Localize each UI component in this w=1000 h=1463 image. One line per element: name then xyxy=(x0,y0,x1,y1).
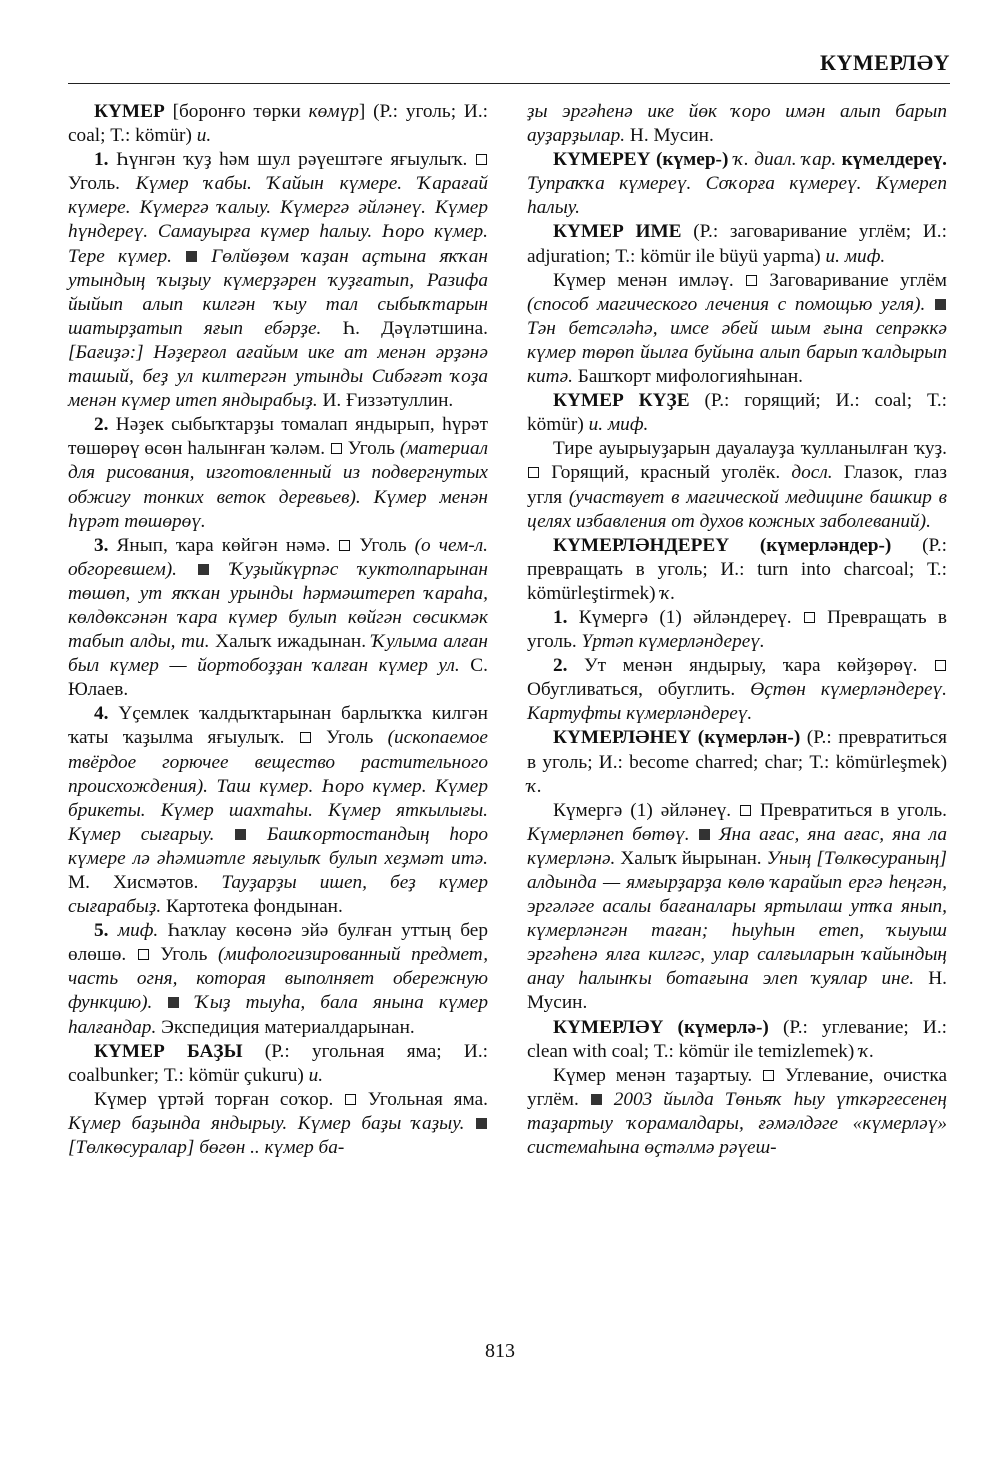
citation-source: Башҡорт мифологияһынан. xyxy=(572,366,803,388)
citation: [Төлкөсуралар] бөгөн .. күмер ба- xyxy=(68,1137,345,1159)
running-head: КҮМЕРЛӘҮ xyxy=(820,50,950,75)
examples: Күмерләнеп бөтөү. xyxy=(527,823,690,845)
entry-kumerlau xyxy=(527,1016,947,1064)
sense-number: 2. xyxy=(94,414,109,436)
citation-marker-icon xyxy=(198,564,209,575)
examples: Тупраҡҡа күмереү. Соҡорға күмереү. Күмереп һалыу. xyxy=(527,173,947,219)
gloss: (о чем-л. обгоревшем). xyxy=(68,534,488,580)
stem: (күмерләндер-) xyxy=(729,534,892,556)
labels: ҡ. диал. ҡар. xyxy=(733,149,837,171)
gloss: (участвует в магической медицине башкир в целях избавления от духов кожных заболеваний). xyxy=(527,486,948,532)
etymon: көмүр xyxy=(308,101,359,122)
definition: Күмер менән имләү. xyxy=(553,269,734,291)
citation-marker-icon xyxy=(591,1094,602,1105)
left-column xyxy=(68,100,488,1160)
sense-number: 2. xyxy=(553,655,568,677)
definition: Нәҙек сыбыҡтарҙы томалап яндырып, һүрәт төшөрөү өсөн һалынған ҡәләм. xyxy=(68,414,488,460)
equivalent-marker-icon xyxy=(331,443,342,454)
examples: Өҫтөн күмерләндереү. Картуфты күмерләндереү. xyxy=(527,679,947,725)
citation-source: Экспедиция материалдарынан. xyxy=(156,1016,415,1038)
russian-equivalent: Уголь xyxy=(311,727,388,749)
entry-kumer-bazy xyxy=(68,1040,488,1088)
definition: Күмер менән таҙартыу. xyxy=(553,1064,753,1086)
pos-label: ҡ. xyxy=(859,1040,875,1062)
citation-marker-icon xyxy=(235,829,246,840)
citation: Гөлйөҙөм ҡаҙан аҫтына яҡҡан утындың ҡыҙыу күмерҙәрен ҡуҙғатып, Разифа йыйып алып килгән ҡыу тал сыбыҡтарын шатырҙатып яғып ебәрҙе. xyxy=(68,245,488,339)
definition: Күмергә (1) әйләнеү. xyxy=(553,799,732,821)
sense-5 xyxy=(68,919,488,1039)
headword: КҮМЕРЕҮ xyxy=(553,149,651,171)
translations: (Р.: заговаривание углём; И.: adjuration; Т.: kömür ile büyü yapma) xyxy=(527,221,947,267)
literal-equivalent: Глазок, глаз угля xyxy=(527,462,948,508)
examples: Күмер баҙында яндырыу. Күмер баҙы ҡаҙыу. xyxy=(68,1112,465,1134)
citation-source: Н. Мусин. xyxy=(625,125,714,147)
translations: (Р.: угольная яма; И.: coalbunker; Т.: kömür çukuru) xyxy=(68,1040,489,1086)
citation-marker-icon xyxy=(168,997,179,1008)
equivalent-marker-icon xyxy=(300,732,311,743)
entry-kumer-ime xyxy=(527,220,947,268)
russian-equivalent: Уголь xyxy=(342,438,400,460)
citation-source: Н. Мусин. xyxy=(527,968,947,1014)
citation: Башҡортостандың һоро күмере лә әһәмиәтле яғыулыҡ булып хеҙмәт итә. xyxy=(68,823,488,869)
sense-4 xyxy=(68,702,488,919)
citation-marker-icon xyxy=(476,1118,487,1129)
russian-equivalent: Превращать в уголь. xyxy=(527,606,948,653)
russian-equivalent: Обугливаться, обуглить. xyxy=(527,679,736,701)
translations: (Р.: превратиться в уголь; И.: become charred; char; Т.: kömürleşmek) xyxy=(527,727,947,773)
pos-label: и. xyxy=(308,1064,324,1086)
sense-2 xyxy=(527,654,947,726)
citation: ҙы эргәһенә ике йөк ҡоро имән алып барып ауҙарҙылар. xyxy=(527,101,947,147)
sense-number: 5. xyxy=(94,920,109,942)
citation-source: С. Юлаев. xyxy=(68,655,488,701)
definition: Тире ауырыуҙарын дауалауҙа ҡулланылған ҡуҙ. xyxy=(553,438,947,460)
sense-1 xyxy=(527,606,947,654)
sense-number: 4. xyxy=(94,703,109,725)
sense-1 xyxy=(68,148,488,413)
definition: Янып, ҡара көйгән нәмә. xyxy=(108,534,331,556)
sense-3 xyxy=(68,534,488,703)
gloss: (ископаемое твёрдое горючее вещество растительного происхождения). xyxy=(68,727,488,797)
etymology: [боронғо төрки xyxy=(164,101,309,122)
entry-kumer-kuze xyxy=(527,389,947,437)
sense-2 xyxy=(68,413,488,533)
equivalent-marker-icon xyxy=(345,1094,356,1105)
definition: Күмергә (1) әйләндереү. xyxy=(567,606,792,628)
citation-source: Халыҡ ижадынан. xyxy=(209,631,372,653)
citation-source: Һ. Дәүләтшина. xyxy=(321,317,488,339)
stem: (күмерлән-) xyxy=(691,727,801,749)
definition: Ут менән яндырыу, ҡара көйҙөрөү. xyxy=(567,655,918,677)
pos-label: ҡ. xyxy=(660,582,676,604)
headword: КҮМЕРЛӘНДЕРЕҮ xyxy=(553,534,730,556)
stem: (күмер-) xyxy=(650,149,734,171)
examples: Күмер ҡабы. Ҡайын күмере. Ҡарағай күмере. Күмергә ҡалыу. Күмергә әйләнеү. Күмер һүндереү. Самауырға күмер һалыу. Һоро күмер. Тере күмер. xyxy=(68,173,488,267)
examples: Үртәп күмерләндереү. xyxy=(581,631,765,653)
gloss: (материал для рисования, изготовленный из подвергнутых обжигу тонких веток деревьев). xyxy=(68,438,488,508)
citation: Яна ағас, яна ағас, яна ла күмерләнә. xyxy=(527,823,947,869)
citation-marker-icon xyxy=(935,299,946,310)
citation: 2003 йылда Төньяҡ һыу үткәргесенең таҙартыу ҡорамалдары, ғәмәлдәге «күмерләү» системаһына өҫтәлмә рәүеш- xyxy=(527,1088,947,1159)
russian-equivalent: Заговаривание углём xyxy=(758,269,947,291)
headword: КҮМЕР КҮҘЕ xyxy=(553,390,690,412)
equivalent-marker-icon xyxy=(746,275,757,286)
gloss: (мифологизированный предмет, часть огня, которая выполняет обережную функцию). xyxy=(68,944,489,1014)
citation-source: Халыҡ йырынан. xyxy=(615,847,767,869)
translations: (Р.: превращать в уголь; И.: turn into charcoal; Т.: kömürleştirmek) xyxy=(527,534,947,604)
cross-reference: күмелдереү. xyxy=(836,149,947,171)
equivalent-marker-icon xyxy=(476,154,487,165)
russian-equivalent: Уголь xyxy=(149,944,218,966)
sense-kumerlau xyxy=(527,1064,947,1160)
pos-label: и. xyxy=(196,125,212,147)
sense-number: 1. xyxy=(553,606,568,628)
citation-marker-icon xyxy=(699,829,710,840)
citation-source: М. Хисмәтов. xyxy=(68,872,222,893)
russian-equivalent: Горящий, красный уголёк. xyxy=(540,462,792,484)
entry-kumerlandereu xyxy=(527,534,947,606)
sense-number: 3. xyxy=(94,534,109,556)
definition: Үҫемлек ҡалдыҡтарынан барлыҡҡа килгән ҡаты ҡаҙылма яғыулыҡ. xyxy=(68,703,488,749)
entry-kumer xyxy=(68,100,488,148)
pos-label: и. миф. xyxy=(825,245,886,267)
citation: Тән бетсәләһә, имсе әбей шым ғына сепрәккә күмер төрөп йылға буйына алып барып ҡалдырып китә. xyxy=(527,317,947,388)
equivalent-marker-icon xyxy=(740,805,751,816)
right-column xyxy=(527,100,947,1160)
russian-equivalent: Угольная яма. xyxy=(357,1088,488,1110)
sense-kumerlaneu xyxy=(527,799,947,1016)
translations: ] (Р.: уголь; И.: coal; Т.: kömür) xyxy=(68,101,488,147)
entry-kumereu xyxy=(527,148,947,220)
examples: Таш күмер. Һоро күмер. Күмер брикеты. Күмер шахтаһы. Күмер яткылығы. Күмер сығарыу. xyxy=(68,775,488,845)
headword: КҮМЕР БАҘЫ xyxy=(94,1040,243,1062)
translations: (Р.: углевание; И.: clean with coal; Т.: kömür ile temizlemek) xyxy=(527,1016,947,1062)
sense-kumer-kuze xyxy=(527,437,947,533)
examples: Күмер менән һүрәт төшөрөү. xyxy=(68,486,488,532)
pos-label: и. миф. xyxy=(588,414,649,436)
russian-equivalent: Уголь. xyxy=(68,173,136,195)
citation: Уның [Төлкөсураның] алдында — ямғырҙарҙа көлө ҡарайып ергә һеңгән, эргәләге асалы бағаналары яртылаш утҡа янып, күмерләнгән таған; һыуһын етеп, ҡыуыш эргәһенә ялға килгәс, улар салғыларын ҡайындың анау һалынҡы ботағына элеп ҡуялар ине. xyxy=(527,847,947,990)
translations: (Р.: горящий; И.: coal; Т.: kömür) xyxy=(527,390,947,436)
headword: КҮМЕРЛӘНЕҮ xyxy=(553,727,692,749)
citation: Ҡуҙыйкүрпәс ҡуктолпарынан төшөп, ут яҡҡан урынды һәрмәштереп ҡараһа, көлдөксәнән ҡара күмер булып көйгән сөсикмәк табып алды, ти. xyxy=(68,558,488,653)
sense-number: 1. xyxy=(94,149,109,171)
equivalent-marker-icon xyxy=(339,540,350,551)
definition: Һүнгән ҡуҙ һәм шул рәүештәге яғыулыҡ. xyxy=(108,149,468,171)
pos-label: ҡ. xyxy=(527,775,542,797)
stem: (күмерлә-) xyxy=(663,1016,769,1038)
headword: КҮМЕР ИМЕ xyxy=(553,221,682,243)
equivalent-marker-icon xyxy=(804,612,815,623)
gloss: (способ магического лечения с помощью угля). xyxy=(527,293,926,315)
definition: Күмер үртәй торған соҡор. xyxy=(94,1088,334,1110)
citation-continued xyxy=(527,100,947,148)
equivalent-marker-icon xyxy=(763,1070,774,1081)
page-number: 813 xyxy=(485,1340,515,1362)
definition: Һаҡлау көсөнә эйә булған уттың бер өлөшө. xyxy=(68,920,488,966)
citation-marker-icon xyxy=(186,251,197,262)
domain-label: миф. xyxy=(117,920,159,942)
citation: Ҡыҙ тыуһа, бала янына күмер һалғандар. xyxy=(68,992,488,1038)
citation: Тауҙарҙы ишеп, беҙ күмер сығарабыҙ. xyxy=(68,872,488,918)
russian-equivalent: Углевание, очистка углём. xyxy=(527,1064,947,1110)
russian-equivalent: Превратиться в уголь. xyxy=(752,799,947,821)
headword: КҮМЕРЛӘҮ xyxy=(553,1016,664,1038)
sense-kumer-bazy xyxy=(68,1088,488,1160)
equivalent-marker-icon xyxy=(935,660,946,671)
citation: [Бағиҙә:] Нәҙерғол ағайым ике ат менән әрҙәнә ташый, беҙ ул килтергән утынды Сибәғәт ҡоҙа менән күмер итеп яндырабыҙ. xyxy=(68,341,488,412)
citation-source: И. Ғиззәтуллин. xyxy=(317,390,454,412)
headword: КҮМЕР xyxy=(94,101,165,122)
equivalent-marker-icon xyxy=(528,467,539,478)
citation-source: Картотека фондынан. xyxy=(161,896,343,918)
sense-kumer-ime xyxy=(527,269,947,389)
label: досл. xyxy=(791,462,833,484)
entry-kumerlaneu xyxy=(527,726,947,798)
header-rule xyxy=(68,83,950,84)
equivalent-marker-icon xyxy=(138,949,149,960)
citation: Ҡулыма алған был күмер — йортобоҙҙан ҡалған күмер ул. xyxy=(68,631,488,677)
russian-equivalent: Уголь xyxy=(351,534,415,556)
